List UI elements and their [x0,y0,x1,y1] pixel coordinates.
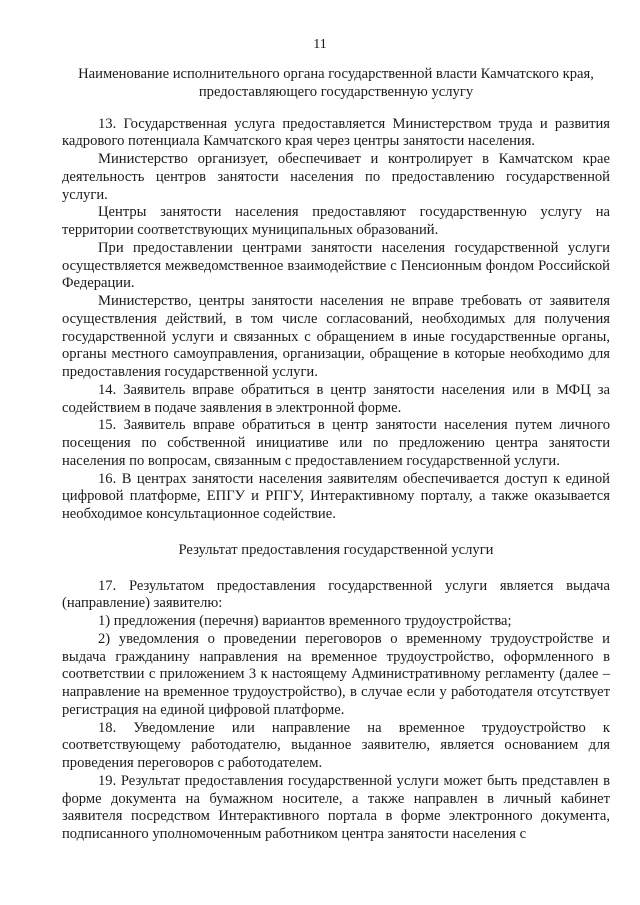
paragraph: 19. Результат предоставления государственной услуги может быть представлен в форме документа на бумажном носителе, а также направлен в личный кабинет заявителя посредством Интерактивного портала в форме электронного документа, подписанного уполномоченным работником центра занятости населения с [62,772,610,842]
document-body [62,66,610,844]
paragraph: 18. Уведомление или направление на временное трудоустройство к соответствующему работодателю, выданное заявителю, является основанием для проведения переговоров с работодателем. [62,719,610,771]
section-heading-executive-body: Наименование исполнительного органа государственной власти Камчатского края, предоставляющего государственную услугу [78,66,594,100]
section-executive-body [62,116,610,524]
paragraph: Центры занятости населения предоставляют государственную услугу на территории соответствующих муниципальных образований. [62,204,610,238]
paragraph: 1) предложения (перечня) вариантов временного трудоустройства; [98,613,512,629]
paragraph: 2) уведомления о проведении переговоров о временному трудоустройстве и выдача гражданину направления на временное трудоустройство, оформленного в соответствии с приложением 3 к настоящему Административному регламенту (далее – направление на временное трудоустройство), в случае если у работодателя отсутствует регистрация на единой цифровой платформе. [62,630,610,718]
section-service-result [62,578,610,844]
paragraph: 16. В центрах занятости населения заявителям обеспечивается доступ к единой цифровой платформе, ЕПГУ и РПГУ, Интерактивному порталу, а также оказывается необходимое консультационное содействие. [62,470,610,522]
paragraph: 15. Заявитель вправе обратиться в центр занятости населения путем личного посещения по собственной инициативе или по предложению центра занятости населения по вопросам, связанным с предоставлением государственной услуги. [62,417,610,469]
paragraph: 13. Государственная услуга предоставляется Министерством труда и развития кадрового потенциала Камчатского края через центры занятости населения. [62,115,610,150]
page-number: 11 [313,37,327,52]
paragraph: 14. Заявитель вправе обратиться в центр занятости населения или в МФЦ за содействием в подаче заявления в электронной форме. [62,381,610,416]
section-heading-service-result: Результат предоставления государственной услуги [178,541,494,558]
paragraph: При предоставлении центрами занятости населения государственной услуги осуществляется межведомственное взаимодействие с Пенсионным фондом Российской Федерации. [62,239,610,292]
paragraph: Министерство организует, обеспечивает и контролирует в Камчатском крае деятельность центров занятости населения по предоставлению государственной услуги. [62,151,610,203]
paragraph: Министерство, центры занятости населения не вправе требовать от заявителя осуществления действий, в том числе согласований, необходимых для получения государственной услуги и связанных с обращением в иные государственные органы, органы местного самоуправления, организации, обращение в которые необходимо для предоставления государственной услуги. [62,293,610,380]
paragraph: 17. Результатом предоставления государственной услуги является выдача (направление) заявителю: [62,577,610,612]
